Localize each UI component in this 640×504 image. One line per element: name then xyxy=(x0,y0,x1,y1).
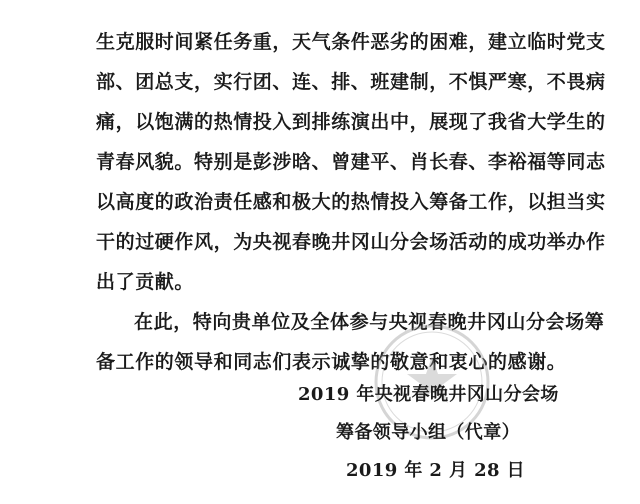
letter-line: 出了贡献。 xyxy=(96,271,195,293)
letter-line: 备工作的领导和同志们表示诚挚的敬意和衷心的感谢。 xyxy=(96,351,567,373)
letter-line: 生克服时间紧任务重，天气条件恶劣的困难，建立临时党支 xyxy=(96,31,606,53)
letter-line: 青春风貌。特别是彭涉晗、曾建平、肖长春、李裕福等同志 xyxy=(96,151,606,173)
letter-line-paragraph-start: 在此，特向贵单位及全体参与央视春晚井冈山分会场筹 xyxy=(134,311,605,333)
letter-body xyxy=(96,22,606,382)
signature-date: 2019 年 2 月 28 日 xyxy=(346,460,526,481)
signature-organization: 2019 年央视春晚井冈山分会场 xyxy=(298,384,559,405)
letter-line: 痛，以饱满的热情投入到排练演出中，展现了我省大学生的 xyxy=(96,111,606,133)
signature-group: 筹备领导小组（代章） xyxy=(336,422,520,443)
letter-line: 部、团总支，实行团、连、排、班建制，不惧严寒，不畏病 xyxy=(96,71,606,93)
letter-line: 以高度的政治责任感和极大的热情投入筹备工作，以担当实 xyxy=(96,191,606,213)
letter-line: 干的过硬作风，为央视春晚井冈山分会场活动的成功举办作 xyxy=(96,231,606,253)
signature-block xyxy=(292,376,572,490)
